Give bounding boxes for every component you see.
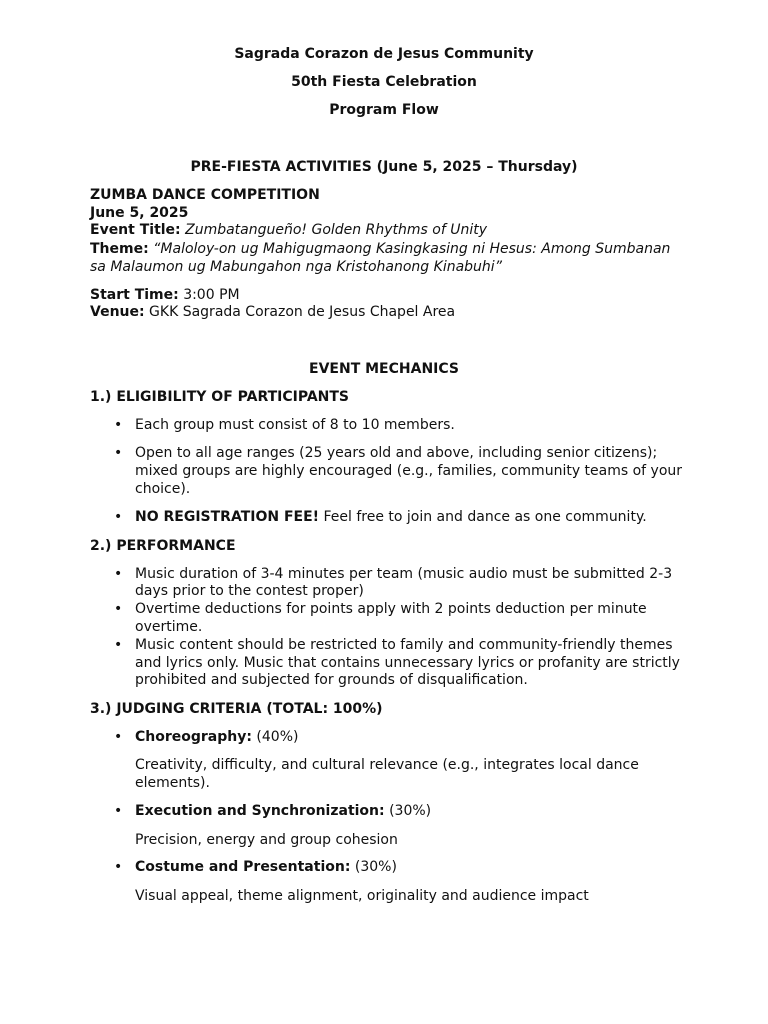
start-time-line [90,286,240,304]
criterion-description: Precision, energy and group cohesion [135,832,398,848]
bullet-icon: • [114,859,123,875]
list-item: Open to all age ranges (25 years old and above, including senior citizens); [135,445,658,461]
event-title-line [90,221,487,239]
event-title-value: Zumbatangueño! Golden Rhythms of Unity [185,222,487,238]
list-item: Each group must consist of 8 to 10 members. [135,417,455,433]
criterion-description-continued: elements). [135,775,210,791]
start-time-value: 3:00 PM [183,287,240,303]
list-item [135,508,695,526]
criterion-label: Execution and Synchronization: [135,803,385,819]
list-item-continued: mixed groups are highly encouraged (e.g., families, community teams of your [135,463,683,479]
start-time-label: Start Time: [90,287,179,303]
event-name: ZUMBA DANCE COMPETITION [90,187,320,203]
theme-value-line2: sa Malaumon ug Mabungahon nga Kristohanong Kinabuhi” [90,259,502,275]
list-item-continued: overtime. [135,619,203,635]
event-title-label: Event Title: [90,222,181,238]
no-fee-label: NO REGISTRATION FEE! [135,509,320,525]
criterion-description: Creativity, difficulty, and cultural relevance (e.g., integrates local dance [135,757,639,773]
list-item: Music content should be restricted to family and community-friendly themes [135,637,673,653]
criterion-label: Costume and Presentation: [135,859,351,875]
bullet-icon: • [114,445,123,461]
list-item: Music duration of 3-4 minutes per team (music audio must be submitted 2-3 [135,566,673,582]
criterion-weight: (40%) [251,729,299,745]
theme-value-line1: “Maloloy-on ug Mahigugmaong Kasingkasing ni Hesus: Among Sumbanan [153,241,671,257]
bullet-icon: • [114,566,123,582]
bullet-icon: • [114,509,123,525]
criterion-execution [135,802,695,820]
venue-label: Venue: [90,304,145,320]
bullet-icon: • [114,803,123,819]
criterion-weight: (30%) [350,859,397,875]
bullet-icon: • [114,729,123,745]
venue-value: GKK Sagrada Corazon de Jesus Chapel Area [149,304,456,320]
community-name: Sagrada Corazon de Jesus Community [234,46,534,62]
list-item-continued: prohibited and subjected for grounds of disqualification. [135,672,528,688]
section3-heading: 3.) JUDGING CRITERIA (TOTAL: 100%) [90,701,383,717]
criterion-choreography [135,728,695,746]
section1-heading: 1.) ELIGIBILITY OF PARTICIPANTS [90,389,349,405]
criterion-description: Visual appeal, theme alignment, originality and audience impact [135,888,589,904]
mechanics-heading: EVENT MECHANICS [309,361,459,377]
theme-line [90,240,670,258]
prefiesta-heading: PRE-FIESTA ACTIVITIES (June 5, 2025 – Thursday) [190,159,578,175]
list-item: Overtime deductions for points apply with 2 points deduction per minute [135,601,647,617]
list-item-continued: and lyrics only. Music that contains unnecessary lyrics or profanity are strictly [135,655,680,671]
no-fee-text: Feel free to join and dance as one community. [319,509,647,525]
list-item-continued: choice). [135,481,191,497]
venue-line [90,303,455,321]
event-date: June 5, 2025 [90,205,189,221]
criterion-label: Choreography: [135,729,252,745]
bullet-icon: • [114,417,123,433]
bullet-icon: • [114,601,123,617]
bullet-icon: • [114,637,123,653]
list-item-continued: days prior to the contest proper) [135,583,364,599]
section2-heading: 2.) PERFORMANCE [90,538,236,554]
program-flow-title: Program Flow [329,102,439,118]
criterion-costume [135,858,695,876]
theme-label: Theme: [90,241,149,257]
criterion-weight: (30%) [384,803,432,819]
celebration-title: 50th Fiesta Celebration [291,74,477,90]
